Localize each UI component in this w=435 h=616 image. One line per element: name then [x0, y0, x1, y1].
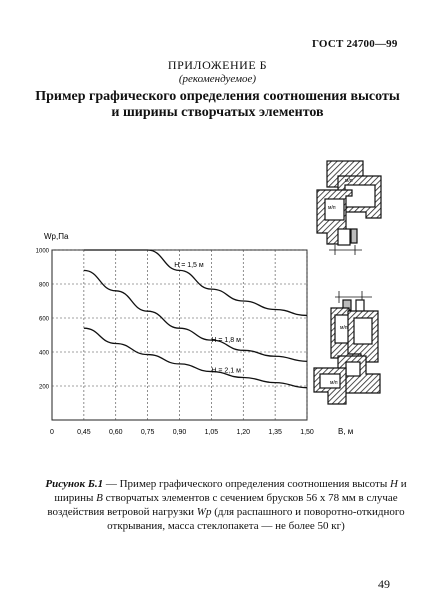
chart-series-line — [84, 328, 307, 388]
chart-series-label: Н = 1,5 м — [174, 262, 204, 269]
profile-label: м/п — [345, 178, 353, 184]
heading-line-2: и ширины створчатых элементов — [111, 105, 324, 120]
chart-x-tick-label: 1,05 — [204, 429, 219, 436]
chart-y-axis-label: Wр,Па — [44, 232, 69, 241]
chart-y-tick-label: 600 — [38, 316, 49, 323]
appendix-note: (рекомендуемое) — [178, 73, 257, 85]
profile-label: м/п — [328, 205, 336, 211]
chart-x-tick-label: 1,50 — [300, 429, 314, 436]
chart-y-tick-label: 400 — [38, 350, 49, 357]
chart-grid — [52, 250, 307, 420]
chart-tick-labels — [36, 249, 314, 437]
chart-series-line — [84, 250, 307, 315]
profile-label: м/п — [340, 325, 348, 331]
chart-y-tick-label: 800 — [38, 282, 49, 289]
caption-text: створчатых элементов с сечением брусков 56 х 78 мм в случае воздействия ветровой нагрузки — [47, 492, 398, 518]
appendix-title: ПРИЛОЖЕНИЕ Б — [167, 58, 268, 72]
caption-var-h: Н — [389, 478, 398, 490]
chart-series-label: Н = 2,1 м — [211, 367, 241, 375]
chart-series — [84, 250, 307, 388]
chart-y-tick-label: 1000 — [35, 248, 49, 255]
profile-drawing-top — [317, 161, 381, 255]
chart-x-tick-label: 1,35 — [268, 429, 282, 436]
caption-text: и ширины — [54, 478, 407, 504]
profile-drawing-bottom — [314, 291, 380, 404]
chart-x-tick-label: 0,45 — [77, 429, 91, 436]
figure-caption — [40, 477, 412, 533]
page-number: 49 — [378, 577, 390, 591]
chart-x-axis-label: В, м — [338, 427, 354, 436]
caption-dash: — — [103, 478, 120, 490]
caption-text: Пример графического определения соотношения высоты — [119, 478, 390, 490]
heading-line-1: Пример графического определения соотношения высоты — [35, 89, 400, 104]
chart-y-tick-label: 200 — [38, 384, 49, 391]
chart-x-tick-label: 0 — [50, 429, 54, 436]
caption-text: (для распашного и поворотно-откидного открывания, масса стеклопакета — не более 50 кг) — [107, 506, 405, 532]
chart — [36, 232, 354, 436]
chart-x-tick-label: 0,90 — [172, 429, 187, 436]
chart-x-tick-label: 0,60 — [108, 429, 123, 436]
chart-x-tick-label: 0,75 — [140, 429, 155, 436]
caption-var-b: В — [96, 492, 103, 504]
caption-var-w: Wр — [196, 506, 212, 518]
profile-label: м/п — [330, 380, 338, 386]
chart-x-tick-label: 1,20 — [236, 429, 251, 436]
chart-series-label: Н = 1,8 м — [211, 336, 241, 344]
standard-code: ГОСТ 24700—99 — [312, 38, 398, 50]
caption-label: Рисунок Б.1 — [45, 478, 104, 490]
